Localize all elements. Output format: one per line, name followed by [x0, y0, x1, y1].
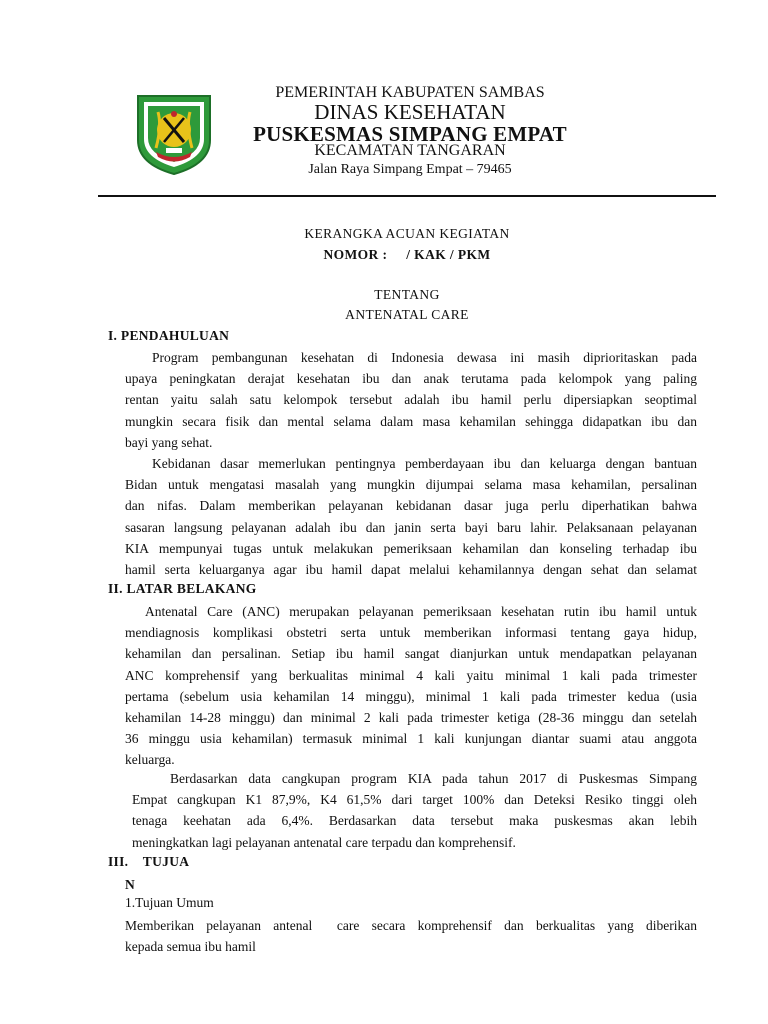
text-line: Berdasarkan data cangkupan program KIA pada tahun 2017 di Puskesmas Simpang [170, 771, 697, 786]
text-line: hamil serta keluarganya agar ibu hamil dapat melalui kehamilannya dengan sehat dan selamat [125, 562, 697, 578]
text-line: KIA mempunyai tugas untuk melakukan pemeriksaan kehamilan dan konseling terhadap ibu [125, 540, 697, 556]
section-heading-pendahuluan: I. PENDAHULUAN [108, 328, 230, 343]
header-district: KECAMATAN TANGARAN [314, 142, 506, 159]
doc-title: KERANGKA ACUAN KEGIATAN [304, 226, 510, 241]
header-institution: PUSKESMAS SIMPANG EMPAT [253, 122, 567, 146]
text-line: upaya peningkatan derajat kesehatan ibu dan anak terutama pada kelompok yang paling [125, 371, 697, 387]
text-line: Antenatal Care (ANC) merupakan pelayanan pemeriksaan kesehatan rutin ibu hamil untuk [145, 604, 697, 619]
doc-subject: ANTENATAL CARE [345, 307, 469, 322]
text-line: Bidan untuk mengatasi masalah yang mungkin dijumpai selama masa kehamilan, persalinan [125, 477, 697, 493]
text-line: sasaran langsung pelayanan adalah ibu dan janin serta bayi baru lahir. Pelaksanaan pelayanan [125, 519, 697, 535]
text-line: kepada semua ibu hamil [125, 939, 256, 955]
text-line: mendiagnosis komplikasi obstetri serta untuk memberikan informasi tentang gaya hidup, [125, 625, 697, 641]
text-line: dan nifas. Dalam memberikan pelayanan kebidanan dasar juga perlu diperhatikan bahwa [125, 498, 697, 514]
doc-about: TENTANG [374, 287, 440, 302]
text-line: Empat cangkupan K1 87,9%, K4 61,5% dari target 100% dan Deteksi Resiko tinggi oleh [132, 792, 697, 808]
subheading-tujuan-umum: 1.Tujuan Umum [125, 895, 214, 910]
paragraph-pendahuluan-1 [125, 347, 697, 453]
text-line: ANC komprehensif yang berkualitas minimal 4 kali yaitu minimal 1 kali pada trimester [125, 667, 697, 683]
text-line: Kebidanan dasar memerlukan pentingnya pemberdayaan ibu dan keluarga dengan bantuan [152, 456, 697, 471]
header-address: Jalan Raya Simpang Empat – 79465 [308, 162, 512, 177]
header-agency: DINAS KESEHATAN [314, 100, 506, 124]
header-divider [98, 195, 716, 197]
paragraph-latar-belakang-2 [132, 768, 697, 853]
paragraph-tujuan-umum [125, 915, 697, 957]
text-line: kehamilan dan persalinan. Setiap ibu hamil sangat dianjurkan untuk mendapatkan pelayanan [125, 646, 697, 662]
section-heading-latar-belakang: II. LATAR BELAKANG [108, 581, 257, 596]
paragraph-pendahuluan-2 [125, 453, 697, 580]
text-line: rentan yaitu salah satu kelompok tersebut adalah ibu hamil perlu dipersiapkan seoptimal [125, 392, 697, 408]
paragraph-latar-belakang-1 [125, 601, 697, 771]
header-government: PEMERINTAH KABUPATEN SAMBAS [275, 84, 545, 101]
regency-shield-emblem-icon [132, 92, 216, 176]
doc-number: NOMOR : / KAK / PKM [323, 247, 491, 262]
text-line: meningkatkan lagi pelayanan antenatal care terpadu dan komprehensif. [132, 834, 516, 850]
section-heading-tujuan-wrap: N [125, 877, 136, 892]
text-line: Program pembangunan kesehatan di Indonesia dewasa ini masih diprioritaskan pada [152, 350, 697, 365]
text-line: 36 minggu usia kehamilan) termasuk minimal 1 kali kunjungan diantar suami atau anggota [125, 731, 697, 747]
text-line: bayi yang sehat. [125, 434, 213, 450]
text-line: pertama (sebelum usia kehamilan 14 minggu), minimal 1 kali pada trimester kedua (usia [125, 688, 697, 704]
text-line: mungkin secara fisik dan mental selama dalam masa kehamilan sehingga didapatkan ibu dan [125, 413, 697, 429]
text-line: keluarga. [125, 752, 175, 768]
text-line: Memberikan pelayanan antenal care secara komprehensif dan berkualitas yang diberikan [125, 918, 697, 933]
text-line: tenaga keehatan ada 6,4%. Berdasarkan data tersebut maka puskesmas akan lebih [132, 813, 697, 829]
text-line: kehamilan 14-28 minggu) dan minimal 2 kali pada trimester ketiga (28-36 minggu dan setelah [125, 710, 697, 726]
section-heading-tujuan: III. TUJUA [108, 854, 190, 869]
